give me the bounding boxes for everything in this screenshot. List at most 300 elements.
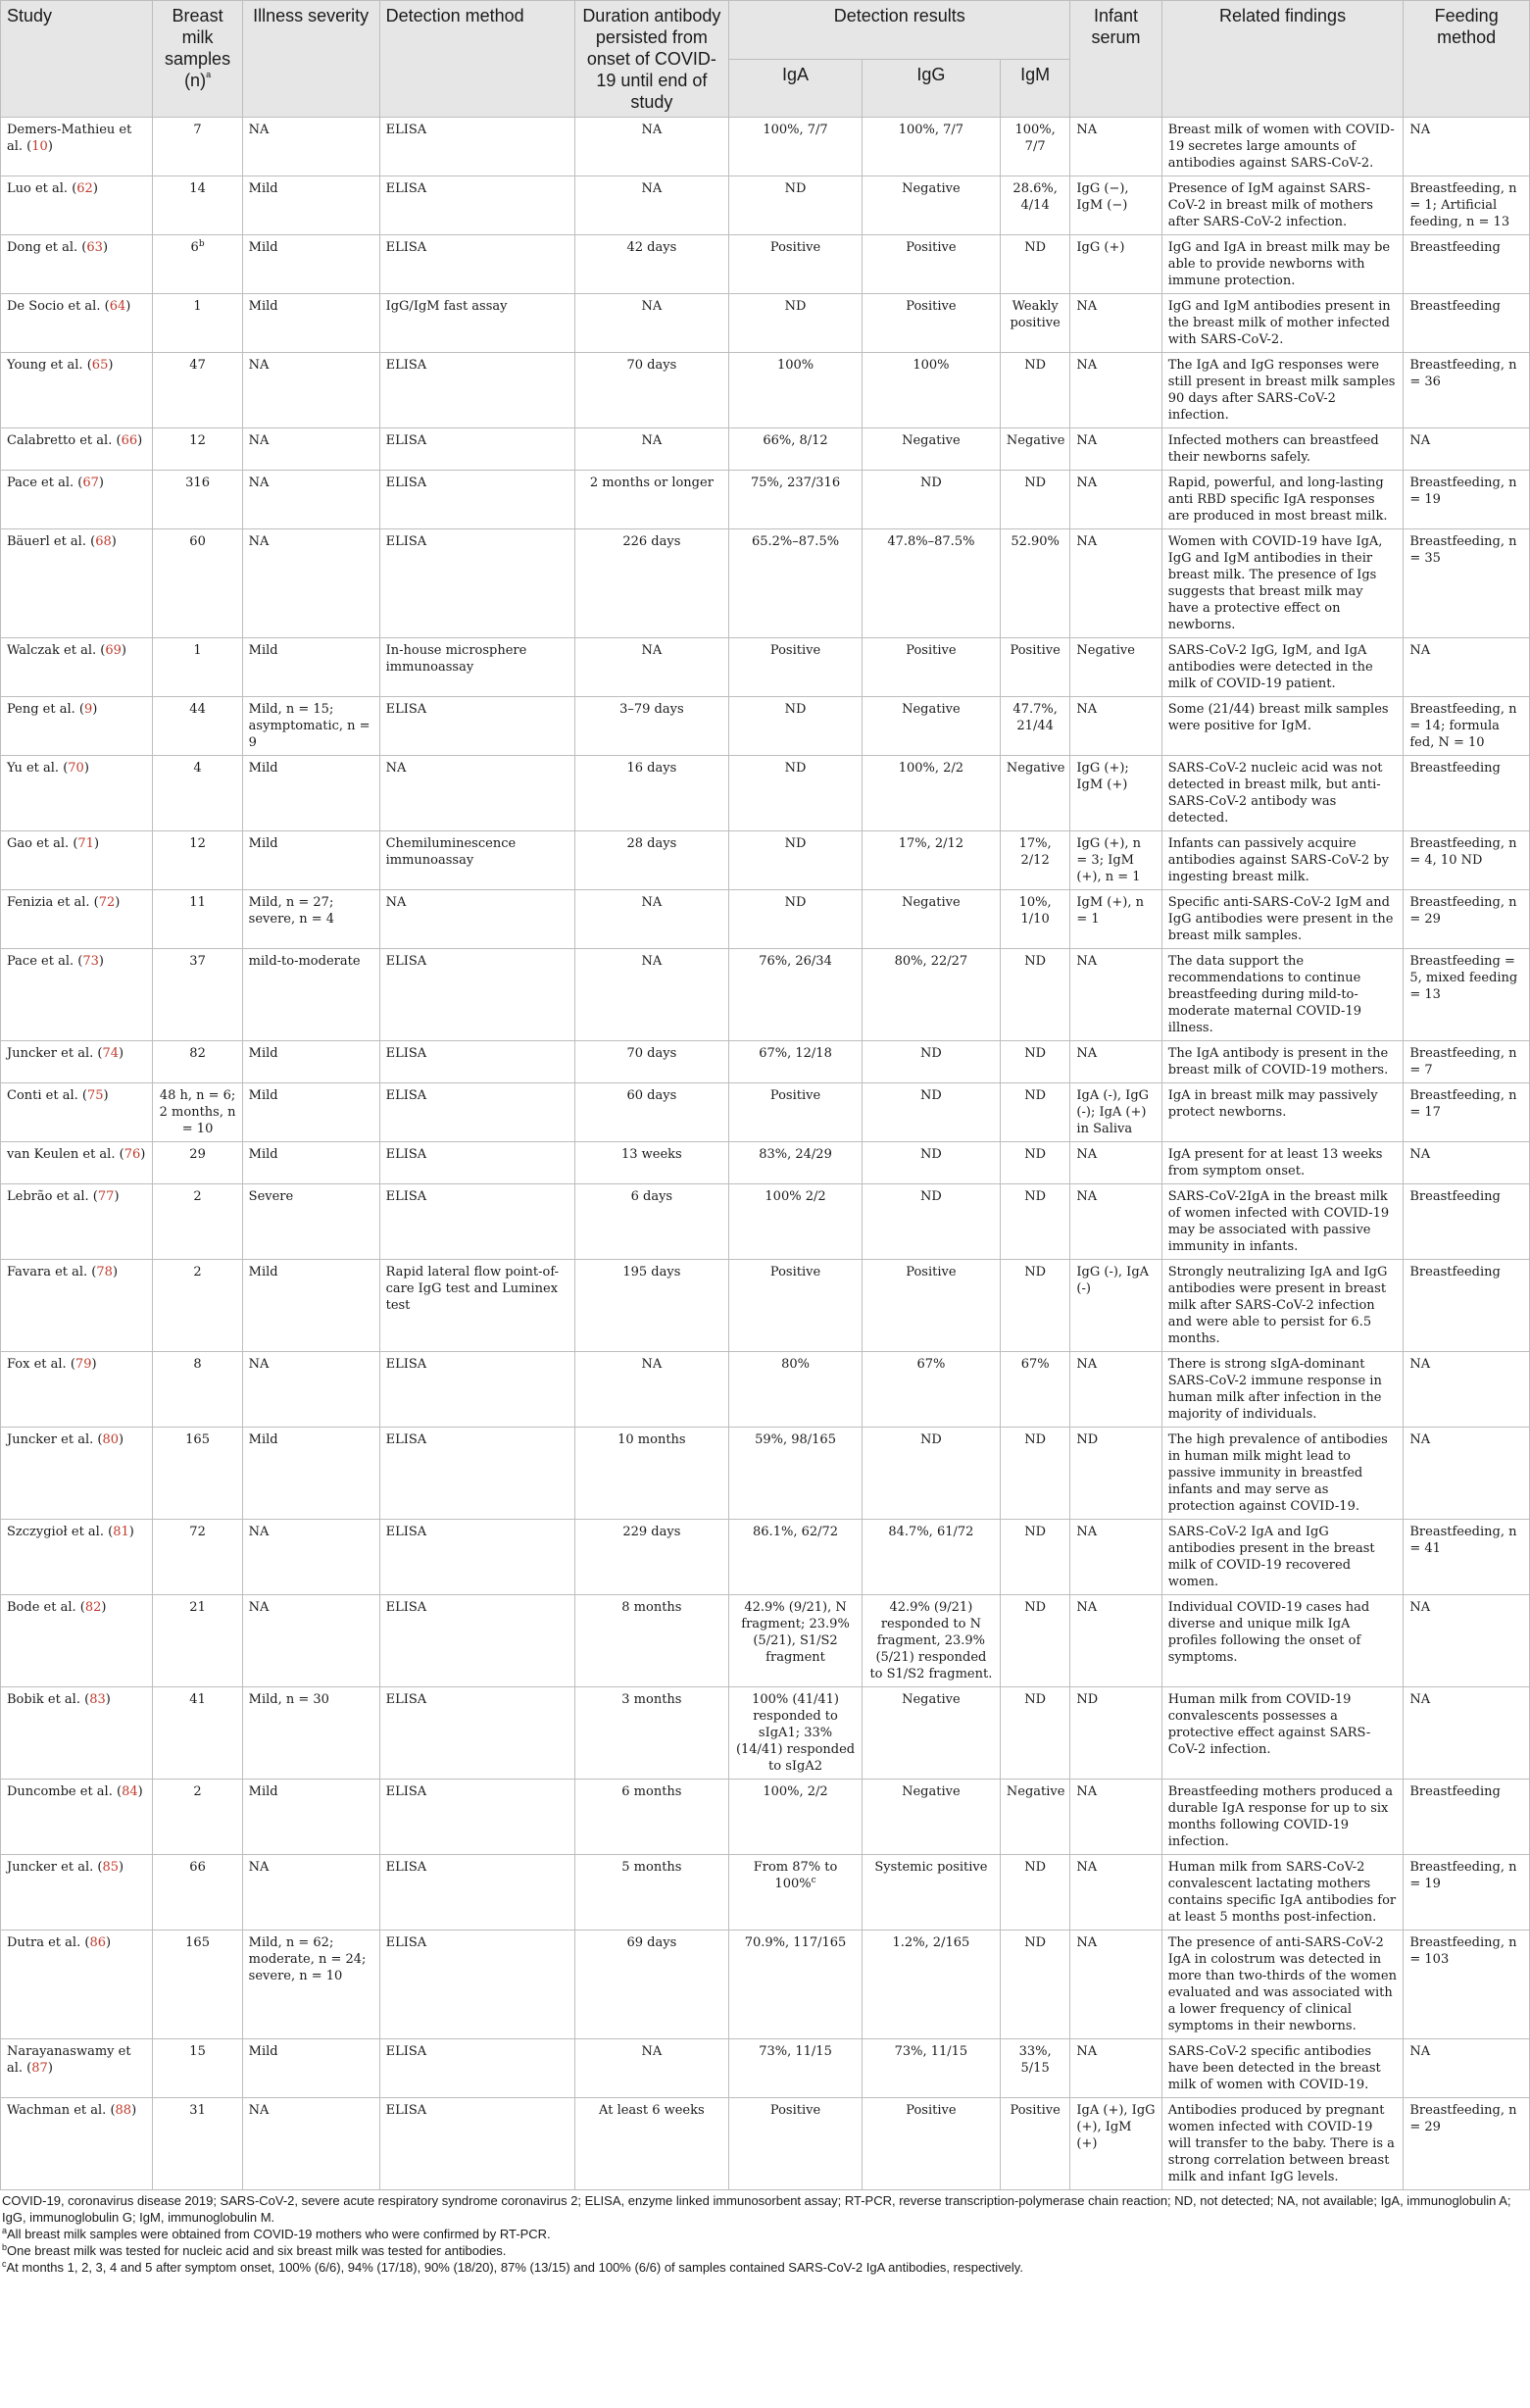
cell-igg-text: ND <box>919 1432 942 1447</box>
cell-iga <box>729 1855 863 1931</box>
cell-feeding-text: Breastfeeding, n = 4, 10 ND <box>1409 836 1517 868</box>
cell-samples <box>153 756 242 831</box>
cell-duration <box>574 428 729 471</box>
cell-feeding <box>1404 1041 1530 1083</box>
study-name: Conti et al. <box>7 1088 78 1103</box>
study-name: Bäuerl et al. <box>7 534 86 549</box>
cell-samples <box>153 1931 242 2039</box>
cell-igg <box>862 294 1000 353</box>
cell-samples-text: 48 h, n = 6; 2 months, n = 10 <box>159 1088 236 1136</box>
cell-duration-text: NA <box>641 299 663 314</box>
header-duration: Duration antibody persisted from onset of COVID-19 until end of study <box>574 1 729 118</box>
cell-findings <box>1161 2098 1404 2190</box>
cell-method <box>379 1855 574 1931</box>
cell-feeding-text: Breastfeeding <box>1409 761 1501 776</box>
cell-samples-text: 2 <box>193 1784 202 1799</box>
cell-iga <box>729 294 863 353</box>
reference-link[interactable]: 65 <box>91 358 109 373</box>
cell-findings-text: There is strong sIgA-dominant SARS-CoV-2 immune response in human milk after infection in the majority of individuals. <box>1167 1357 1382 1422</box>
cell-feeding <box>1404 756 1530 831</box>
cell-igg <box>862 638 1000 697</box>
cell-study: Favara et al. (78) <box>1 1260 153 1352</box>
cell-iga-text: 100% <box>776 358 814 373</box>
cell-duration-text: 70 days <box>626 358 677 373</box>
cell-duration-text: NA <box>641 2044 663 2059</box>
cell-findings-text: IgG and IgM antibodies present in the breast milk of mother infected with SARS-CoV-2. <box>1167 299 1391 347</box>
cell-findings <box>1161 471 1404 529</box>
cell-igm <box>1000 2098 1070 2190</box>
cell-severity-text: Mild <box>248 240 278 255</box>
cell-igm <box>1000 2039 1070 2098</box>
cell-duration-text: 3–79 days <box>619 702 684 717</box>
cell-duration-text: 195 days <box>622 1265 681 1279</box>
cell-samples-text: 2 <box>193 1265 202 1279</box>
cell-method <box>379 1142 574 1184</box>
cell-duration <box>574 1428 729 1520</box>
cell-iga <box>729 1142 863 1184</box>
reference-link[interactable]: 9 <box>84 702 93 717</box>
cell-findings-text: The data support the recommendations to continue breastfeeding during mild-to-moderate maternal COVID-19 illness. <box>1167 954 1361 1035</box>
cell-duration-text: 70 days <box>626 1046 677 1061</box>
cell-iga <box>729 353 863 428</box>
cell-duration-text: 16 days <box>626 761 677 776</box>
cell-method-text: ELISA <box>385 954 427 969</box>
cell-infant-serum-text: NA <box>1076 123 1098 137</box>
cell-feeding-text: Breastfeeding <box>1409 240 1501 255</box>
study-name: Calabretto et al. <box>7 433 113 448</box>
cell-severity <box>242 1687 379 1780</box>
cell-samples-text: 21 <box>189 1600 206 1615</box>
cell-igg <box>862 890 1000 949</box>
cell-method-text: ELISA <box>385 181 427 196</box>
cell-igm <box>1000 428 1070 471</box>
cell-igg-text: ND <box>919 1147 942 1162</box>
cell-study: Lebrão et al. (77) <box>1 1184 153 1260</box>
cell-infant-serum <box>1070 638 1161 697</box>
cell-feeding <box>1404 529 1530 638</box>
cell-infant-serum-text: NA <box>1076 476 1098 490</box>
reference-link[interactable]: 81 <box>113 1525 129 1539</box>
cell-igg-text: 84.7%, 61/72 <box>888 1525 974 1539</box>
cell-findings-text: Women with COVID-19 have IgA, IgG and IgM antibodies in their breast milk. The presence of Igs suggests that breast milk may have a protective effect on newborns. <box>1167 534 1383 632</box>
cell-feeding-text: Breastfeeding, n = 103 <box>1409 1935 1517 1967</box>
cell-igg <box>862 2039 1000 2098</box>
table-body <box>1 118 1530 2190</box>
cell-method-text: ELISA <box>385 1088 427 1103</box>
cell-infant-serum <box>1070 1687 1161 1780</box>
reference-link[interactable]: 72 <box>98 895 116 910</box>
cell-samples-text: 47 <box>189 358 206 373</box>
cell-infant-serum <box>1070 1855 1161 1931</box>
cell-study: Fox et al. (79) <box>1 1352 153 1428</box>
cell-duration-text: 10 months <box>617 1432 686 1447</box>
cell-igm-text: ND <box>1024 1088 1047 1103</box>
cell-igm-text: Negative <box>1006 761 1065 776</box>
cell-feeding <box>1404 294 1530 353</box>
table-row <box>1 2098 1530 2190</box>
cell-severity-text: Severe <box>248 1189 294 1204</box>
cell-study: Gao et al. (71) <box>1 831 153 890</box>
reference-link[interactable]: 77 <box>97 1189 115 1204</box>
reference-link[interactable]: 75 <box>86 1088 104 1103</box>
table-row <box>1 1931 1530 2039</box>
study-name: Fenizia et al. <box>7 895 90 910</box>
study-name: Szczygioł et al. <box>7 1525 104 1539</box>
cell-igm <box>1000 1687 1070 1780</box>
cell-iga-text: 59%, 98/165 <box>755 1432 836 1447</box>
table-row <box>1 638 1530 697</box>
reference-link[interactable]: 73 <box>82 954 99 969</box>
cell-severity <box>242 235 379 294</box>
cell-igm-text: 17%, 2/12 <box>1018 836 1052 868</box>
table-row <box>1 1142 1530 1184</box>
reference-link[interactable]: 71 <box>77 836 94 851</box>
cell-findings-text: Rapid, powerful, and long-lasting anti RBD specific IgA responses are produced in most breast milk. <box>1167 476 1388 524</box>
reference-link[interactable]: 62 <box>76 181 93 196</box>
cell-infant-serum <box>1070 1428 1161 1520</box>
cell-iga <box>729 949 863 1041</box>
cell-igg <box>862 1428 1000 1520</box>
cell-igg-text: ND <box>919 1046 942 1061</box>
cell-samples <box>153 1780 242 1855</box>
cell-duration <box>574 1041 729 1083</box>
cell-igg <box>862 1083 1000 1142</box>
cell-method <box>379 1520 574 1595</box>
cell-findings-text: Antibodies produced by pregnant women infected with COVID-19 will transfer to the baby. There is a strong correlation between breast milk and infant IgG levels. <box>1167 2103 1395 2184</box>
cell-samples <box>153 949 242 1041</box>
reference-link[interactable]: 68 <box>95 534 112 549</box>
reference-link[interactable]: 87 <box>31 2061 48 2076</box>
cell-igm-text: 47.7%, 21/44 <box>1012 702 1058 733</box>
cell-feeding-text: Breastfeeding, n = 17 <box>1409 1088 1517 1120</box>
cell-severity-text: Mild <box>248 1265 278 1279</box>
cell-method <box>379 1083 574 1142</box>
reference-link[interactable]: 86 <box>89 1935 106 1950</box>
study-name: Bode et al. <box>7 1600 76 1615</box>
cell-findings <box>1161 831 1404 890</box>
cell-duration <box>574 1142 729 1184</box>
cell-duration <box>574 118 729 176</box>
cell-igg-text: 100%, 7/7 <box>898 123 964 137</box>
cell-samples-text: 37 <box>189 954 206 969</box>
cell-igg <box>862 831 1000 890</box>
cell-infant-serum <box>1070 1780 1161 1855</box>
reference-link[interactable]: 66 <box>121 433 138 448</box>
cell-samples-text: 165 <box>185 1935 210 1950</box>
cell-igg-text: 80%, 22/27 <box>894 954 968 969</box>
table-row <box>1 890 1530 949</box>
cell-igg-text: Positive <box>906 1265 957 1279</box>
cell-infant-serum <box>1070 1142 1161 1184</box>
cell-iga-text: Positive <box>769 1265 821 1279</box>
cell-iga <box>729 235 863 294</box>
cell-igg-text: Negative <box>902 702 961 717</box>
cell-findings <box>1161 294 1404 353</box>
cell-severity-text: NA <box>248 123 270 137</box>
cell-severity <box>242 949 379 1041</box>
cell-igm <box>1000 1595 1070 1687</box>
reference-link[interactable]: 74 <box>102 1046 120 1061</box>
cell-duration <box>574 1931 729 2039</box>
cell-igg <box>862 1595 1000 1687</box>
cell-infant-serum <box>1070 831 1161 890</box>
cell-findings-text: SARS-CoV-2 IgG, IgM, and IgA antibodies were detected in the milk of COVID-19 patient. <box>1167 643 1373 691</box>
reference-link[interactable]: 76 <box>123 1147 141 1162</box>
cell-feeding <box>1404 428 1530 471</box>
cell-duration <box>574 294 729 353</box>
cell-findings <box>1161 1184 1404 1260</box>
cell-igg-text: Systemic positive <box>874 1860 988 1875</box>
cell-samples-text: 66 <box>189 1860 206 1875</box>
cell-severity-text: Mild, n = 30 <box>248 1692 329 1707</box>
cell-severity <box>242 529 379 638</box>
cell-study: Demers-Mathieu et al. (10) <box>1 118 153 176</box>
cell-duration <box>574 890 729 949</box>
cell-infant-serum-text: IgA (-), IgG (-); IgA (+) in Saliva <box>1076 1088 1150 1136</box>
cell-severity <box>242 2039 379 2098</box>
cell-samples <box>153 2039 242 2098</box>
cell-severity-text: Mild <box>248 299 278 314</box>
cell-iga-text: 83%, 24/29 <box>759 1147 832 1162</box>
cell-igm <box>1000 1780 1070 1855</box>
cell-iga <box>729 176 863 235</box>
cell-severity <box>242 1041 379 1083</box>
cell-iga-text: 66%, 8/12 <box>763 433 828 448</box>
cell-findings <box>1161 1780 1404 1855</box>
cell-findings <box>1161 1931 1404 2039</box>
reference-link[interactable]: 88 <box>115 2103 132 2118</box>
cell-igg-text: 1.2%, 2/165 <box>892 1935 970 1950</box>
cell-igg-text: ND <box>919 476 942 490</box>
cell-severity <box>242 1595 379 1687</box>
reference-link[interactable]: 83 <box>89 1692 106 1707</box>
cell-infant-serum-text: NA <box>1076 702 1098 717</box>
cell-feeding <box>1404 638 1530 697</box>
cell-samples-text: 60 <box>189 534 206 549</box>
cell-igg <box>862 176 1000 235</box>
cell-method <box>379 1184 574 1260</box>
cell-igg <box>862 949 1000 1041</box>
table-row <box>1 1184 1530 1260</box>
study-name: De Socio et al. <box>7 299 101 314</box>
cell-duration-text: 5 months <box>621 1860 682 1875</box>
cell-severity <box>242 2098 379 2190</box>
reference-link[interactable]: 84 <box>122 1784 138 1799</box>
cell-iga <box>729 2098 863 2190</box>
cell-findings <box>1161 949 1404 1041</box>
cell-igg-text: Negative <box>902 895 961 910</box>
header-igm: IgM <box>1000 59 1070 118</box>
cell-samples <box>153 2098 242 2190</box>
reference-link[interactable]: 70 <box>68 761 84 776</box>
cell-iga <box>729 1931 863 2039</box>
cell-igg-text: 100% <box>913 358 950 373</box>
cell-method <box>379 2039 574 2098</box>
table-row <box>1 756 1530 831</box>
cell-samples <box>153 1142 242 1184</box>
cell-infant-serum-text: IgG (+) <box>1076 240 1125 255</box>
cell-igm-text: ND <box>1024 1265 1047 1279</box>
cell-iga-text: 76%, 26/34 <box>759 954 832 969</box>
cell-igm-text: Negative <box>1006 433 1065 448</box>
cell-findings-text: Specific anti-SARS-CoV-2 IgM and IgG antibodies were present in the breast milk samples. <box>1167 895 1394 943</box>
cell-samples-text: 8 <box>193 1357 202 1372</box>
cell-infant-serum-text: NA <box>1076 1935 1098 1950</box>
cell-samples-text: 31 <box>189 2103 206 2118</box>
cell-iga-text: Positive <box>769 2103 821 2118</box>
table-row <box>1 1520 1530 1595</box>
cell-method-text: ELISA <box>385 1525 427 1539</box>
cell-infant-serum <box>1070 294 1161 353</box>
cell-findings-text: The presence of anti-SARS-CoV-2 IgA in colostrum was detected in more than two-thirds of the women evaluated and was associated with a lower frequency of clinical symptoms in their newborns. <box>1167 1935 1397 2033</box>
cell-study: Peng et al. (9) <box>1 697 153 756</box>
cell-infant-serum-text: NA <box>1076 1784 1098 1799</box>
cell-samples-text: 15 <box>189 2044 206 2059</box>
cell-igm-text: 67% <box>1020 1357 1050 1372</box>
cell-iga-text: 100%, 2/2 <box>763 1784 828 1799</box>
cell-feeding <box>1404 176 1530 235</box>
reference-link[interactable]: 69 <box>105 643 122 658</box>
cell-feeding <box>1404 1352 1530 1428</box>
reference-link[interactable]: 67 <box>82 476 99 490</box>
reference-link[interactable]: 78 <box>96 1265 113 1279</box>
cell-igg-text: 47.8%–87.5% <box>887 534 975 549</box>
cell-igg <box>862 1520 1000 1595</box>
cell-study: Conti et al. (75) <box>1 1083 153 1142</box>
cell-feeding <box>1404 697 1530 756</box>
cell-feeding-text: Breastfeeding, n = 35 <box>1409 534 1517 566</box>
cell-method-text: ELISA <box>385 1357 427 1372</box>
cell-infant-serum-text: NA <box>1076 954 1098 969</box>
cell-igm <box>1000 638 1070 697</box>
cell-method-text: ELISA <box>385 1692 427 1707</box>
cell-duration <box>574 949 729 1041</box>
cell-infant-serum <box>1070 1083 1161 1142</box>
footnote-marker: c <box>811 1876 816 1885</box>
cell-igm-text: Positive <box>1010 2103 1061 2118</box>
cell-iga <box>729 1687 863 1780</box>
cell-method <box>379 638 574 697</box>
cell-iga-text: 73%, 11/15 <box>759 2044 832 2059</box>
cell-iga <box>729 118 863 176</box>
cell-study: Bobik et al. (83) <box>1 1687 153 1780</box>
cell-duration-text: 60 days <box>626 1088 677 1103</box>
cell-igm-text: 10%, 1/10 <box>1018 895 1052 927</box>
cell-findings-text: Some (21/44) breast milk samples were positive for IgM. <box>1167 702 1389 733</box>
cell-findings-text: Infants can passively acquire antibodies against SARS-CoV-2 by ingesting breast milk. <box>1167 836 1389 884</box>
cell-iga <box>729 1041 863 1083</box>
cell-duration <box>574 1184 729 1260</box>
cell-method <box>379 1931 574 2039</box>
cell-duration <box>574 2098 729 2190</box>
cell-severity-text: NA <box>248 433 270 448</box>
study-name: Bobik et al. <box>7 1692 80 1707</box>
cell-igg-text: Negative <box>902 181 961 196</box>
cell-method <box>379 1260 574 1352</box>
cell-infant-serum-text: IgG (−), IgM (−) <box>1076 181 1129 213</box>
cell-infant-serum-text: NA <box>1076 1147 1098 1162</box>
reference-link[interactable]: 79 <box>74 1357 92 1372</box>
cell-findings-text: IgG and IgA in breast milk may be able to provide newborns with immune protection. <box>1167 240 1391 288</box>
cell-study: Walczak et al. (69) <box>1 638 153 697</box>
cell-method <box>379 176 574 235</box>
reference-link[interactable]: 63 <box>86 240 103 255</box>
cell-igg <box>862 1142 1000 1184</box>
cell-infant-serum <box>1070 471 1161 529</box>
cell-severity-text: Mild <box>248 2044 278 2059</box>
cell-samples <box>153 118 242 176</box>
cell-feeding-text: Breastfeeding <box>1409 299 1501 314</box>
cell-feeding-text: NA <box>1409 1600 1431 1615</box>
cell-method <box>379 529 574 638</box>
cell-method-text: ELISA <box>385 2103 427 2118</box>
cell-samples <box>153 294 242 353</box>
table-row <box>1 831 1530 890</box>
cell-study: Fenizia et al. (72) <box>1 890 153 949</box>
cell-findings <box>1161 638 1404 697</box>
reference-link[interactable]: 80 <box>102 1432 120 1447</box>
reference-link[interactable]: 64 <box>109 299 126 314</box>
reference-link[interactable]: 10 <box>31 139 48 154</box>
cell-study: Bode et al. (82) <box>1 1595 153 1687</box>
cell-severity-text: Mild <box>248 1088 278 1103</box>
cell-igg <box>862 1855 1000 1931</box>
cell-iga-text: 80% <box>781 1357 810 1372</box>
table-row <box>1 1780 1530 1855</box>
reference-link[interactable]: 82 <box>84 1600 102 1615</box>
cell-feeding-text: Breastfeeding, n = 29 <box>1409 2103 1517 2134</box>
cell-iga <box>729 638 863 697</box>
cell-igg <box>862 353 1000 428</box>
cell-findings <box>1161 428 1404 471</box>
cell-duration <box>574 1780 729 1855</box>
cell-samples <box>153 1520 242 1595</box>
header-detection-results: Detection results <box>729 1 1070 60</box>
cell-method-text: ELISA <box>385 240 427 255</box>
study-name: Duncombe et al. <box>7 1784 113 1799</box>
cell-igm <box>1000 118 1070 176</box>
cell-findings-text: Breast milk of women with COVID-19 secretes large amounts of antibodies against SARS-CoV-2. <box>1167 123 1395 171</box>
cell-igg <box>862 1352 1000 1428</box>
cell-findings <box>1161 1687 1404 1780</box>
cell-iga-text: 70.9%, 117/165 <box>744 1935 847 1950</box>
cell-duration <box>574 638 729 697</box>
cell-igm <box>1000 1041 1070 1083</box>
cell-infant-serum <box>1070 697 1161 756</box>
table-row <box>1 428 1530 471</box>
cell-iga-text: Positive <box>769 643 821 658</box>
cell-severity <box>242 176 379 235</box>
cell-igg <box>862 697 1000 756</box>
cell-severity <box>242 1142 379 1184</box>
footnote-abbreviations: COVID-19, coronavirus disease 2019; SARS-CoV-2, severe acute respiratory syndrome coronavirus 2; ELISA, enzyme linked immunosorbent assay; RT-PCR, reverse transcription-polymerase chain reaction; ND, not detected; NA, not available; IgA, immunoglobulin A; IgG, immunoglobulin G; IgM, immunoglobulin M. <box>2 2193 1511 2225</box>
cell-findings-text: Human milk from SARS-CoV-2 convalescent lactating mothers contains specific IgA antibodies for at least 5 months post-infection. <box>1167 1860 1397 1925</box>
cell-findings-text: Infected mothers can breastfeed their newborns safely. <box>1167 433 1379 465</box>
cell-igm <box>1000 1520 1070 1595</box>
cell-infant-serum-text: NA <box>1076 1046 1098 1061</box>
cell-igg <box>862 1780 1000 1855</box>
cell-igg-text: Positive <box>906 299 957 314</box>
cell-duration <box>574 235 729 294</box>
reference-link[interactable]: 85 <box>102 1860 120 1875</box>
cell-study: Pace et al. (73) <box>1 949 153 1041</box>
cell-igm-text: ND <box>1024 476 1047 490</box>
cell-duration <box>574 1260 729 1352</box>
table-row <box>1 176 1530 235</box>
footnote-a: $^a$All breast milk samples were obtained from COVID-19 mothers who were confirmed by RT-PCR. <box>2 2226 551 2241</box>
cell-method <box>379 949 574 1041</box>
cell-findings <box>1161 235 1404 294</box>
